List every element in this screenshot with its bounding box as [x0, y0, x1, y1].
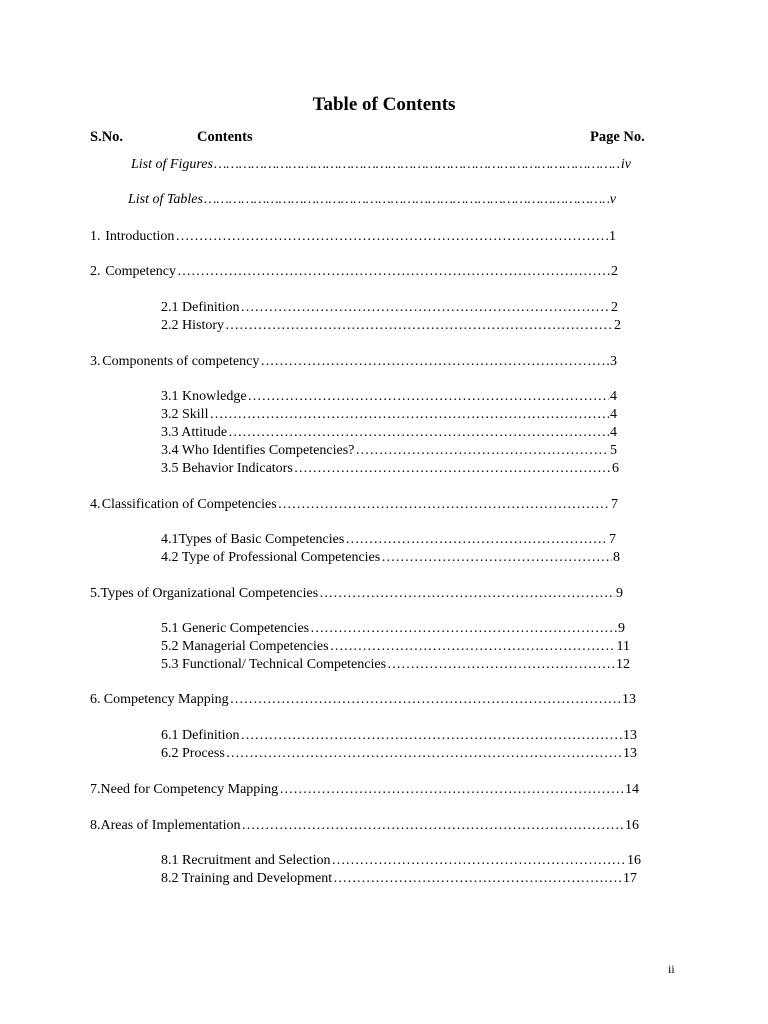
- toc-entry-label: Introduction: [105, 229, 175, 244]
- dot-leader: [294, 460, 611, 478]
- toc-entry[interactable]: [90, 496, 618, 514]
- toc-entry-page: 3: [610, 354, 617, 369]
- toc-entry-page: 1: [609, 229, 616, 244]
- toc-entry-page: 4: [610, 407, 617, 422]
- toc-entry-list-of-figures[interactable]: [131, 156, 631, 174]
- dot-leader: [319, 585, 615, 603]
- toc-subentry[interactable]: [161, 317, 621, 335]
- toc-entry-number: 8.: [90, 818, 101, 833]
- toc-subentry[interactable]: [161, 549, 620, 567]
- toc-entry-page: iv: [620, 157, 631, 172]
- toc-subentry[interactable]: [161, 620, 625, 638]
- toc-entry-number: 4.: [90, 497, 101, 512]
- toc-entry[interactable]: [90, 263, 618, 281]
- toc-entry-page: 2: [611, 264, 618, 279]
- toc-entry-label: Classification of Competencies: [101, 497, 277, 512]
- toc-entry-list-of-tables[interactable]: [128, 191, 616, 209]
- toc-subentry[interactable]: [161, 299, 618, 317]
- dot-leader: [248, 388, 609, 406]
- dot-leader: [278, 496, 610, 514]
- dot-leader: [241, 727, 622, 745]
- toc-subentry[interactable]: [161, 388, 617, 406]
- toc-entry-label: Competency: [105, 264, 176, 279]
- toc-entry-page: 11: [616, 639, 630, 654]
- toc-subentry[interactable]: [161, 870, 637, 888]
- toc-entry-page: 14: [625, 782, 639, 797]
- toc-subentry[interactable]: [161, 852, 641, 870]
- dot-leader: [177, 263, 610, 281]
- toc-entry[interactable]: [90, 691, 636, 709]
- toc-entry-number: 1.: [90, 229, 101, 244]
- dot-leader: [228, 424, 609, 442]
- toc-entry-label: Components of competency: [102, 354, 260, 369]
- toc-entry-label: 8.2 Training and Development: [161, 871, 333, 886]
- dot-leader: [209, 406, 609, 424]
- toc-entry-page: 13: [623, 728, 637, 743]
- toc-entry-page: 9: [616, 586, 623, 601]
- toc-entry-page: 12: [616, 657, 630, 672]
- toc-entry-label: Areas of Implementation: [100, 818, 241, 833]
- header-page-no: Page No.: [590, 129, 645, 145]
- toc-entry[interactable]: [90, 228, 616, 246]
- toc-entry-page: 16: [627, 853, 641, 868]
- dot-leader: [279, 781, 624, 799]
- dot-leader: [260, 353, 609, 371]
- dot-leader: [241, 817, 624, 835]
- toc-entry-page: 2: [611, 300, 618, 315]
- toc-entry-label: 3.1 Knowledge: [161, 389, 247, 404]
- dot-leader: [310, 620, 617, 638]
- dot-leader: [225, 317, 613, 335]
- toc-entry-label: 2.1 Definition: [161, 300, 240, 315]
- toc-entry-label: 5.1 Generic Competencies: [161, 621, 310, 636]
- toc-entry-label: 3.4 Who Identifies Competencies?: [161, 443, 355, 458]
- toc-entry-label: List of Tables: [128, 192, 203, 207]
- toc-entry-page: 13: [622, 692, 636, 707]
- toc-entry-label: 3.5 Behavior Indicators: [161, 461, 293, 476]
- toc-entry-page: 4: [610, 389, 617, 404]
- toc-subentry[interactable]: [161, 745, 637, 763]
- toc-subentry[interactable]: [161, 442, 617, 460]
- toc-entry-number: 7.: [90, 782, 101, 797]
- toc-entry-page: 13: [623, 746, 637, 761]
- toc-entry-label: List of Figures: [131, 157, 213, 172]
- toc-subentry[interactable]: [161, 727, 637, 745]
- dot-leader: [381, 549, 612, 567]
- toc-entry-page: 2: [614, 318, 621, 333]
- toc-entry-number: 3.: [90, 354, 101, 369]
- toc-entry-label: 3.2 Skill: [161, 407, 209, 422]
- toc-entry-number: 6.: [90, 692, 101, 707]
- dot-leader: [330, 638, 616, 656]
- toc-entry-label: 4.2 Type of Professional Competencies: [161, 550, 381, 565]
- toc-entry-page: 16: [625, 818, 639, 833]
- toc-entry-label: 5.3 Functional/ Technical Competencies: [161, 657, 387, 672]
- toc-entry-page: 7: [611, 497, 618, 512]
- toc-entry-label: 4.1Types of Basic Competencies: [161, 532, 345, 547]
- dot-leader: [355, 442, 609, 460]
- dot-leader: [214, 156, 620, 174]
- toc-entry-page: 4: [610, 425, 617, 440]
- toc-entry-number: 2.: [90, 264, 101, 279]
- dot-leader: [204, 191, 609, 209]
- toc-entry[interactable]: [90, 781, 639, 799]
- toc-entry-page: v: [609, 192, 616, 207]
- toc-entry-page: 9: [618, 621, 625, 636]
- toc-entry-label: 5.2 Managerial Competencies: [161, 639, 329, 654]
- toc-entry-label: 8.1 Recruitment and Selection: [161, 853, 331, 868]
- dot-leader: [175, 228, 608, 246]
- toc-subentry[interactable]: [161, 638, 630, 656]
- dot-leader: [345, 531, 608, 549]
- page-title: Table of Contents: [312, 94, 456, 115]
- header-sno: S.No.: [90, 129, 124, 145]
- toc-entry[interactable]: [90, 817, 639, 835]
- toc-entry-number: 5.: [90, 586, 101, 601]
- toc-entry-label: Competency Mapping: [103, 692, 229, 707]
- dot-leader: [230, 691, 621, 709]
- toc-entry[interactable]: [90, 353, 617, 371]
- toc-subentry[interactable]: [161, 531, 616, 549]
- dot-leader: [387, 656, 615, 674]
- toc-subentry[interactable]: [161, 424, 617, 442]
- toc-entry-page: 7: [609, 532, 616, 547]
- dot-leader: [332, 852, 626, 870]
- toc-entry-page: 5: [610, 443, 617, 458]
- header-contents: Contents: [197, 129, 253, 145]
- toc-entry-page: 6: [612, 461, 619, 476]
- toc-entry-page: 17: [623, 871, 637, 886]
- toc-entry-label: 2.2 History: [161, 318, 224, 333]
- toc-entry-label: 3.3 Attitude: [161, 425, 228, 440]
- toc-entry-page: 8: [613, 550, 620, 565]
- toc-entry-label: 6.2 Process: [161, 746, 225, 761]
- dot-leader: [333, 870, 622, 888]
- toc-subentry[interactable]: [161, 460, 619, 478]
- toc-subentry[interactable]: [161, 406, 617, 424]
- dot-leader: [226, 745, 622, 763]
- toc-entry-label: Need for Competency Mapping: [100, 782, 279, 797]
- toc-entry[interactable]: [90, 585, 623, 603]
- toc-entry-label: 6.1 Definition: [161, 728, 240, 743]
- toc-subentry[interactable]: [161, 656, 630, 674]
- toc-entry-label: Types of Organizational Competencies: [100, 586, 319, 601]
- dot-leader: [241, 299, 610, 317]
- page-number: ii: [668, 962, 675, 976]
